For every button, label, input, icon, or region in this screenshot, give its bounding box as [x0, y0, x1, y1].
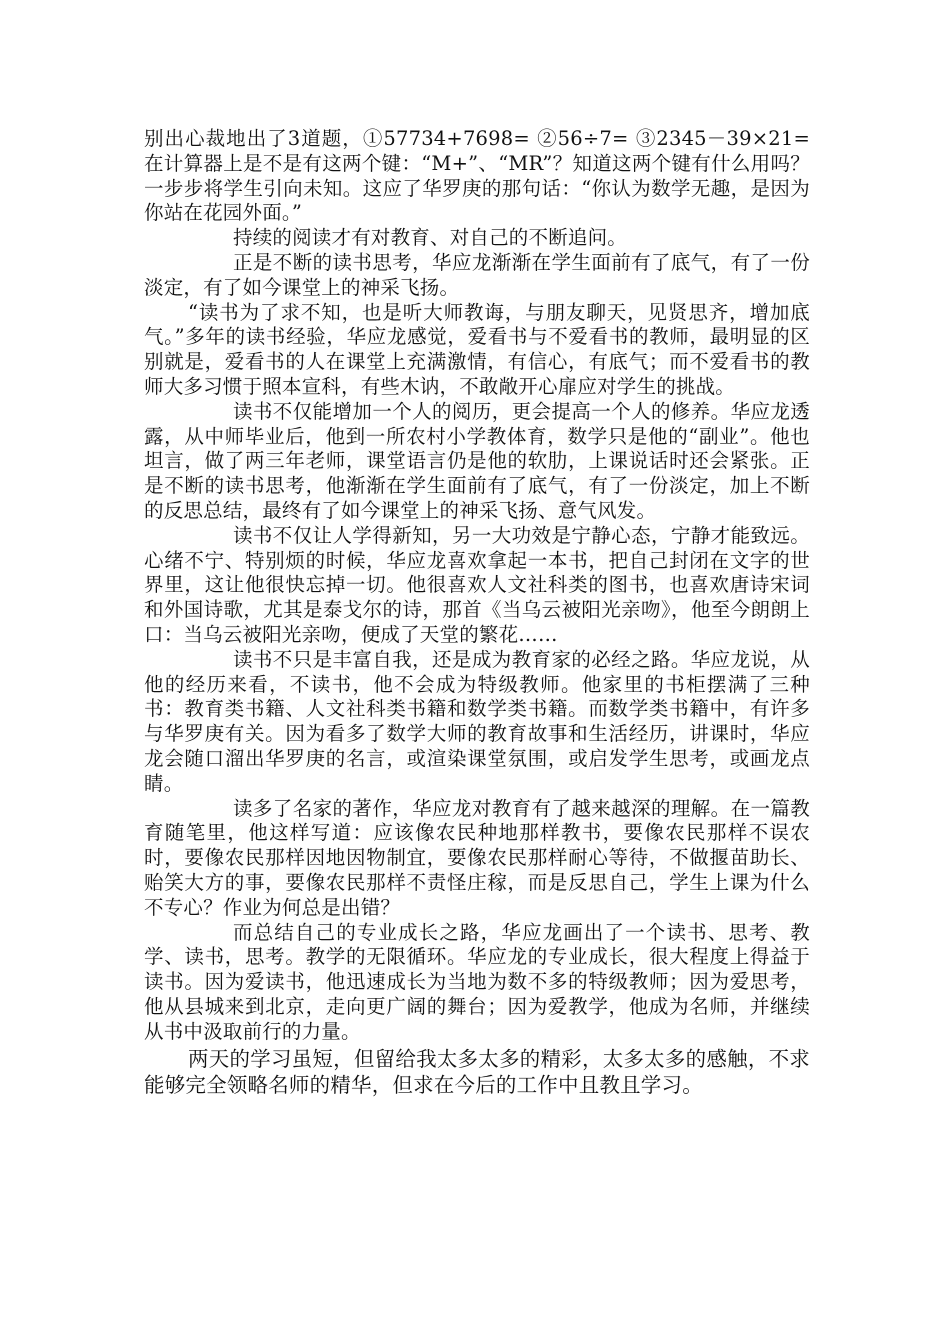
paragraph-9: 而总结自己的专业成长之路，华应龙画出了一个读书、思考、教学、读书，思考。教学的无限循环。华应龙的专业成长，很大程度上得益于读书。因为爱读书，他迅速成长为当地为数不多的特级教师；因为爱思考，他从县城来到北京，走向更广阔的舞台；因为爱教学，他成为名师，并继续从书中汲取前行的力量。: [144, 920, 810, 1043]
paragraph-2: 持续的阅读才有对教育、对自己的不断追问。: [233, 226, 628, 250]
paragraph-4: “读书为了求不知，也是听大师教诲，与朋友聊天，见贤思齐，增加底气。”多年的读书经验，华应龙感觉，爱看书与不爱看书的教师，最明显的区别就是，爱看书的人在课堂上充满激情，有信心，有底气；而不爱看书的教师大多习惯于照本宣科，有些木讷，不敢敞开心扉应对学生的挑战。: [144, 300, 810, 398]
paragraph-3: 正是不断的读书思考，华应龙渐渐在学生面前有了底气，有了一份淡定，有了如今课堂上的神采飞扬。: [144, 250, 810, 299]
paragraph-6: 读书不仅让人学得新知，另一大功效是宁静心态，宁静才能致远。心绪不宁、特别烦的时候，华应龙喜欢拿起一本书，把自己封闭在文字的世界里，这让他很快忘掉一切。他很喜欢人文社科类的图书，也喜欢唐诗宋词和外国诗歌，尤其是泰戈尔的诗，那首《当乌云被阳光亲吻》，他至今朗朗上口：当乌云被阳光亲吻，便成了天堂的繁花……: [144, 523, 810, 646]
paragraph-5: 读书不仅能增加一个人的阅历，更会提高一个人的修养。华应龙透露，从中师毕业后，他到一所农村小学教体育，数学只是他的“副业”。他也坦言，做了两三年老师，课堂语言仍是他的软肋，上课说话时还会紧张。正是不断的读书思考，他渐渐在学生面前有了底气，有了一份淡定，加上不断的反思总结，最终有了如今课堂上的神采飞扬、意气风发。: [144, 399, 810, 522]
paragraph-7: 读书不只是丰富自我，还是成为教育家的必经之路。华应龙说，从他的经历来看，不读书，他不会成为特级教师。他家里的书柜摆满了三种书：教育类书籍、人文社科类书籍和数学类书籍。而数学类书籍中，有许多与华罗庚有关。因为看多了数学大师的教育故事和生活经历，讲课时，华应龙会随口溜出华罗庚的名言，或渲染课堂氛围，或启发学生思考，或画龙点睛。: [144, 647, 810, 795]
paragraph-8: 读多了名家的著作，华应龙对教育有了越来越深的理解。在一篇教育随笔里，他这样写道：应该像农民种地那样教书，要像农民那样不误农时，要像农民那样因地因物制宜，要像农民那样耐心等待，不做揠苗助长、贻笑大方的事，要像农民那样不责怪庄稼，而是反思自己，学生上课为什么不专心？作业为何总是出错？: [144, 796, 810, 919]
paragraph-1: 别出心裁地出了3道题，①57734+7698= ②56÷7= ③2345－39×21=在计算器上是不是有这两个键：“M+”、“MR”？知道这两个键有什么用吗？一步步将学生引向未知。这应了华罗庚的那句话：“你认为数学无趣，是因为你站在花园外面。”: [144, 127, 810, 225]
closing-paragraph: 两天的学习虽短，但留给我太多太多的精彩，太多太多的感触，不求能够完全领略名师的精华，但求在今后的工作中且教且学习。: [144, 1047, 810, 1098]
